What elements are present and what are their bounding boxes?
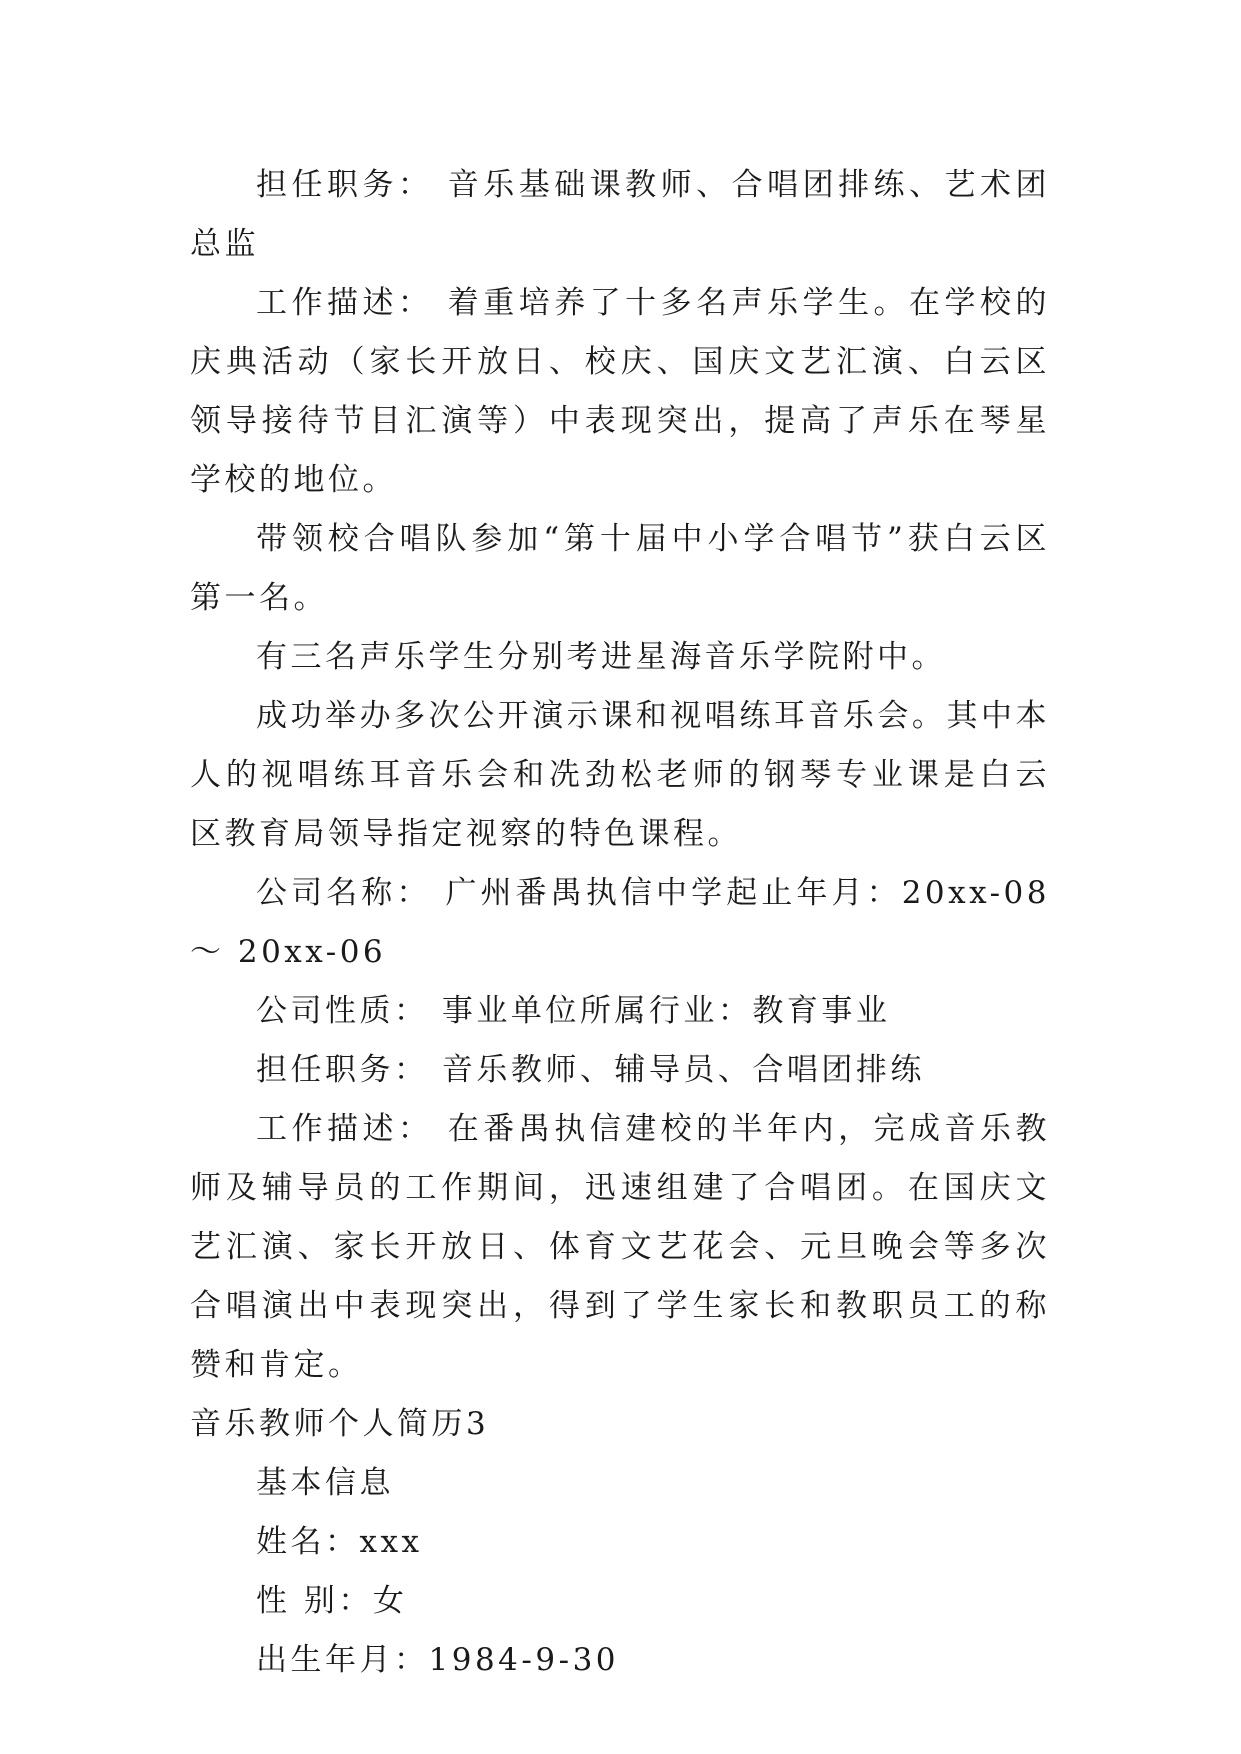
paragraph-work-description: 工作描述： 着重培养了十多名声乐学生。在学校的庆典活动（家长开放日、校庆、国庆文艺汇演、白云区领导接待节目汇演等）中表现突出，提高了声乐在琴星学校的地位。 bbox=[190, 285, 1050, 498]
basic-info-gender: 性 别：女 bbox=[256, 1583, 408, 1619]
section-title: 音乐教师个人简历3 bbox=[190, 1406, 490, 1442]
paragraph-concerts: 成功举办多次公开演示课和视唱练耳音乐会。其中本人的视唱练耳音乐会和冼劲松老师的钢琴专业课是白云区教育局领导指定视察的特色课程。 bbox=[190, 698, 1050, 852]
basic-info-name: 姓名：xxx bbox=[256, 1524, 423, 1560]
paragraph-choir-award: 带领校合唱队参加“第十届中小学合唱节”获白云区第一名。 bbox=[190, 521, 1050, 616]
basic-info-heading: 基本信息 bbox=[256, 1465, 394, 1501]
paragraph-students-admitted: 有三名声乐学生分别考进星海音乐学院附中。 bbox=[256, 639, 946, 675]
document-page bbox=[190, 156, 1050, 1690]
paragraph-company-name: 公司名称： 广州番禺执信中学起止年月：20xx-08 ～ 20xx-06 bbox=[190, 875, 1050, 970]
paragraph-position: 担任职务： 音乐基础课教师、合唱团排练、艺术团总监 bbox=[190, 167, 1050, 262]
paragraph-position-2: 担任职务： 音乐教师、辅导员、合唱团排练 bbox=[256, 1052, 925, 1088]
paragraph-work-description-2: 工作描述： 在番禺执信建校的半年内，完成音乐教师及辅导员的工作期间，迅速组建了合唱团。在国庆文艺汇演、家长开放日、体育文艺花会、元旦晚会等多次合唱演出中表现突出，得到了学生家长和教职员工的称赞和肯定。 bbox=[190, 1111, 1050, 1383]
basic-info-birth: 出生年月：1984-9-30 bbox=[256, 1642, 620, 1678]
paragraph-company-type: 公司性质： 事业单位所属行业：教育事业 bbox=[256, 993, 891, 1029]
